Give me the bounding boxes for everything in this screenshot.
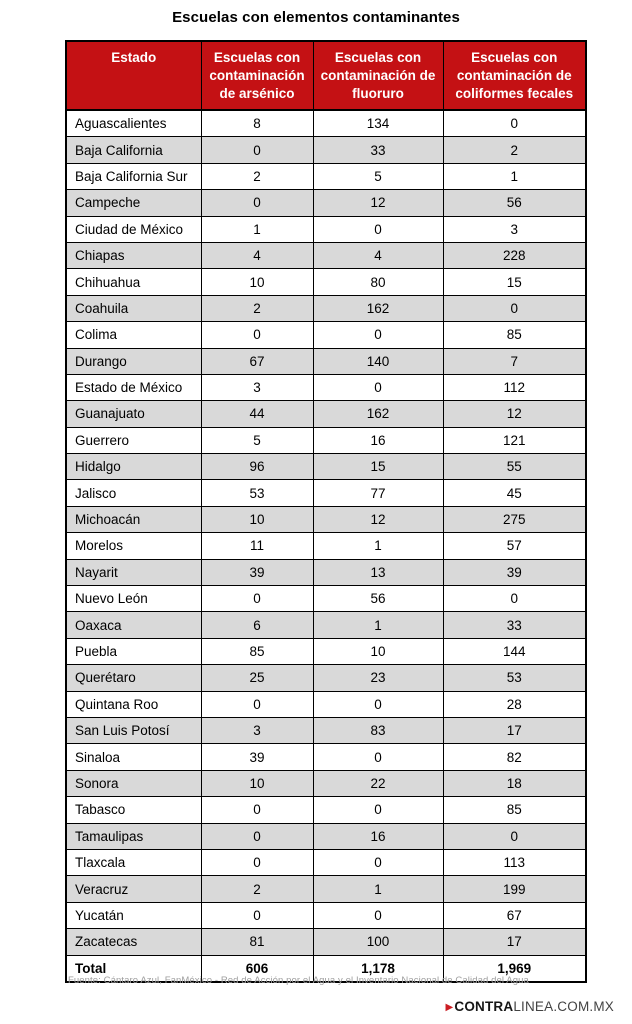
- col-header-estado: Estado: [66, 41, 201, 110]
- value-cell: 13: [313, 559, 443, 585]
- state-cell: Nuevo León: [66, 586, 201, 612]
- table-row: [66, 295, 586, 321]
- state-cell: Yucatán: [66, 902, 201, 928]
- state-cell: Sonora: [66, 770, 201, 796]
- value-cell: 144: [443, 638, 586, 664]
- value-cell: 1: [201, 216, 313, 242]
- value-cell: 28: [443, 691, 586, 717]
- value-cell: 1: [313, 876, 443, 902]
- value-cell: 23: [313, 665, 443, 691]
- state-cell: Aguascalientes: [66, 110, 201, 137]
- value-cell: 33: [443, 612, 586, 638]
- table-row: [66, 797, 586, 823]
- contamination-table: [65, 40, 587, 983]
- value-cell: 0: [313, 322, 443, 348]
- table-row: [66, 401, 586, 427]
- state-cell: Jalisco: [66, 480, 201, 506]
- value-cell: 80: [313, 269, 443, 295]
- value-cell: 6: [201, 612, 313, 638]
- value-cell: 53: [201, 480, 313, 506]
- table-row: [66, 744, 586, 770]
- value-cell: 67: [201, 348, 313, 374]
- state-cell: Tabasco: [66, 797, 201, 823]
- value-cell: 56: [443, 190, 586, 216]
- value-cell: 140: [313, 348, 443, 374]
- value-cell: 0: [201, 849, 313, 875]
- value-cell: 10: [201, 770, 313, 796]
- table-row: [66, 480, 586, 506]
- value-cell: 25: [201, 665, 313, 691]
- value-cell: 3: [201, 374, 313, 400]
- value-cell: 0: [201, 322, 313, 348]
- value-cell: 83: [313, 717, 443, 743]
- state-cell: Ciudad de México: [66, 216, 201, 242]
- value-cell: 275: [443, 506, 586, 532]
- state-cell: Puebla: [66, 638, 201, 664]
- value-cell: 1: [313, 612, 443, 638]
- source-note: Fuente: Cántaro Azul, FanMéxico - Red de Acción por el Agua y el Inventario Nacional de Calidad del Agua: [68, 975, 529, 986]
- value-cell: 82: [443, 744, 586, 770]
- value-cell: 606: [201, 955, 313, 982]
- value-cell: 55: [443, 454, 586, 480]
- value-cell: 96: [201, 454, 313, 480]
- value-cell: 85: [443, 797, 586, 823]
- table-row: [66, 823, 586, 849]
- value-cell: 0: [313, 691, 443, 717]
- table-row: [66, 770, 586, 796]
- value-cell: 0: [443, 586, 586, 612]
- state-cell: Coahuila: [66, 295, 201, 321]
- value-cell: 5: [313, 163, 443, 189]
- value-cell: 12: [443, 401, 586, 427]
- value-cell: 2: [201, 295, 313, 321]
- value-cell: 39: [443, 559, 586, 585]
- table-row: [66, 929, 586, 955]
- table-row: [66, 902, 586, 928]
- value-cell: 1: [443, 163, 586, 189]
- table-row: [66, 717, 586, 743]
- table-row: [66, 137, 586, 163]
- value-cell: 12: [313, 190, 443, 216]
- value-cell: 81: [201, 929, 313, 955]
- page-title: Escuelas con elementos contaminantes: [172, 9, 460, 26]
- value-cell: 15: [313, 454, 443, 480]
- state-cell: Michoacán: [66, 506, 201, 532]
- value-cell: 3: [201, 717, 313, 743]
- value-cell: 0: [443, 110, 586, 137]
- value-cell: 85: [443, 322, 586, 348]
- value-cell: 0: [201, 190, 313, 216]
- state-cell: Guerrero: [66, 427, 201, 453]
- value-cell: 16: [313, 427, 443, 453]
- table-row: [66, 559, 586, 585]
- state-cell: Tamaulipas: [66, 823, 201, 849]
- brand-arrow-icon: ▶: [445, 1002, 454, 1013]
- value-cell: 121: [443, 427, 586, 453]
- state-cell: Sinaloa: [66, 744, 201, 770]
- state-cell: Estado de México: [66, 374, 201, 400]
- state-cell: Campeche: [66, 190, 201, 216]
- col-header-coliformes: Escuelas con contaminación de coliformes fecales: [443, 41, 586, 110]
- state-cell: Morelos: [66, 533, 201, 559]
- table-row: [66, 586, 586, 612]
- state-cell: Oaxaca: [66, 612, 201, 638]
- value-cell: 56: [313, 586, 443, 612]
- table-row: [66, 454, 586, 480]
- brand-name-bold: CONTRA: [454, 999, 514, 1014]
- table-row: [66, 242, 586, 268]
- value-cell: 44: [201, 401, 313, 427]
- value-cell: 77: [313, 480, 443, 506]
- state-cell: Baja California: [66, 137, 201, 163]
- value-cell: 0: [201, 902, 313, 928]
- value-cell: 10: [201, 506, 313, 532]
- value-cell: 85: [201, 638, 313, 664]
- value-cell: 100: [313, 929, 443, 955]
- table-row: [66, 876, 586, 902]
- value-cell: 0: [201, 586, 313, 612]
- table-row: [66, 612, 586, 638]
- brand-logo: [445, 999, 614, 1014]
- value-cell: 0: [443, 295, 586, 321]
- value-cell: 0: [201, 797, 313, 823]
- value-cell: 8: [201, 110, 313, 137]
- table-row: [66, 665, 586, 691]
- value-cell: 199: [443, 876, 586, 902]
- state-cell: Chihuahua: [66, 269, 201, 295]
- value-cell: 4: [201, 242, 313, 268]
- value-cell: 17: [443, 717, 586, 743]
- col-header-fluoruro: Escuelas con contaminación de fluoruro: [313, 41, 443, 110]
- table-row: [66, 374, 586, 400]
- state-cell: Total: [66, 955, 201, 982]
- table-row: [66, 691, 586, 717]
- value-cell: 53: [443, 665, 586, 691]
- state-cell: Tlaxcala: [66, 849, 201, 875]
- col-header-arsenico: Escuelas con contaminación de arsénico: [201, 41, 313, 110]
- value-cell: 11: [201, 533, 313, 559]
- value-cell: 7: [443, 348, 586, 374]
- table-row: [66, 163, 586, 189]
- value-cell: 0: [313, 744, 443, 770]
- value-cell: 57: [443, 533, 586, 559]
- value-cell: 3: [443, 216, 586, 242]
- table-row: [66, 849, 586, 875]
- table-row: [66, 110, 586, 137]
- value-cell: 0: [201, 137, 313, 163]
- value-cell: 10: [313, 638, 443, 664]
- table-row: [66, 348, 586, 374]
- value-cell: 112: [443, 374, 586, 400]
- table-row: [66, 506, 586, 532]
- table-row: [66, 427, 586, 453]
- table-row: [66, 216, 586, 242]
- value-cell: 5: [201, 427, 313, 453]
- state-cell: Zacatecas: [66, 929, 201, 955]
- value-cell: 113: [443, 849, 586, 875]
- value-cell: 33: [313, 137, 443, 163]
- value-cell: 10: [201, 269, 313, 295]
- value-cell: 4: [313, 242, 443, 268]
- value-cell: 162: [313, 401, 443, 427]
- value-cell: 1,178: [313, 955, 443, 982]
- value-cell: 0: [313, 902, 443, 928]
- table-row: [66, 322, 586, 348]
- state-cell: Guanajuato: [66, 401, 201, 427]
- value-cell: 2: [443, 137, 586, 163]
- value-cell: 0: [443, 823, 586, 849]
- value-cell: 17: [443, 929, 586, 955]
- value-cell: 1,969: [443, 955, 586, 982]
- value-cell: 134: [313, 110, 443, 137]
- value-cell: 16: [313, 823, 443, 849]
- value-cell: 0: [313, 216, 443, 242]
- state-cell: Nayarit: [66, 559, 201, 585]
- state-cell: Quintana Roo: [66, 691, 201, 717]
- value-cell: 228: [443, 242, 586, 268]
- value-cell: 39: [201, 559, 313, 585]
- brand-name-rest: LINEA.COM.MX: [513, 999, 614, 1014]
- value-cell: 2: [201, 876, 313, 902]
- state-cell: Chiapas: [66, 242, 201, 268]
- state-cell: Colima: [66, 322, 201, 348]
- state-cell: Querétaro: [66, 665, 201, 691]
- header-row: [66, 41, 586, 110]
- value-cell: 0: [313, 849, 443, 875]
- value-cell: 67: [443, 902, 586, 928]
- table-row: [66, 190, 586, 216]
- value-cell: 1: [313, 533, 443, 559]
- value-cell: 18: [443, 770, 586, 796]
- value-cell: 22: [313, 770, 443, 796]
- table-row: [66, 638, 586, 664]
- state-cell: Durango: [66, 348, 201, 374]
- value-cell: 2: [201, 163, 313, 189]
- value-cell: 39: [201, 744, 313, 770]
- state-cell: Baja California Sur: [66, 163, 201, 189]
- value-cell: 15: [443, 269, 586, 295]
- value-cell: 0: [313, 797, 443, 823]
- value-cell: 162: [313, 295, 443, 321]
- state-cell: Hidalgo: [66, 454, 201, 480]
- state-cell: Veracruz: [66, 876, 201, 902]
- value-cell: 0: [201, 823, 313, 849]
- value-cell: 0: [201, 691, 313, 717]
- value-cell: 0: [313, 374, 443, 400]
- table-row: [66, 533, 586, 559]
- value-cell: 45: [443, 480, 586, 506]
- state-cell: San Luis Potosí: [66, 717, 201, 743]
- table-row: [66, 269, 586, 295]
- value-cell: 12: [313, 506, 443, 532]
